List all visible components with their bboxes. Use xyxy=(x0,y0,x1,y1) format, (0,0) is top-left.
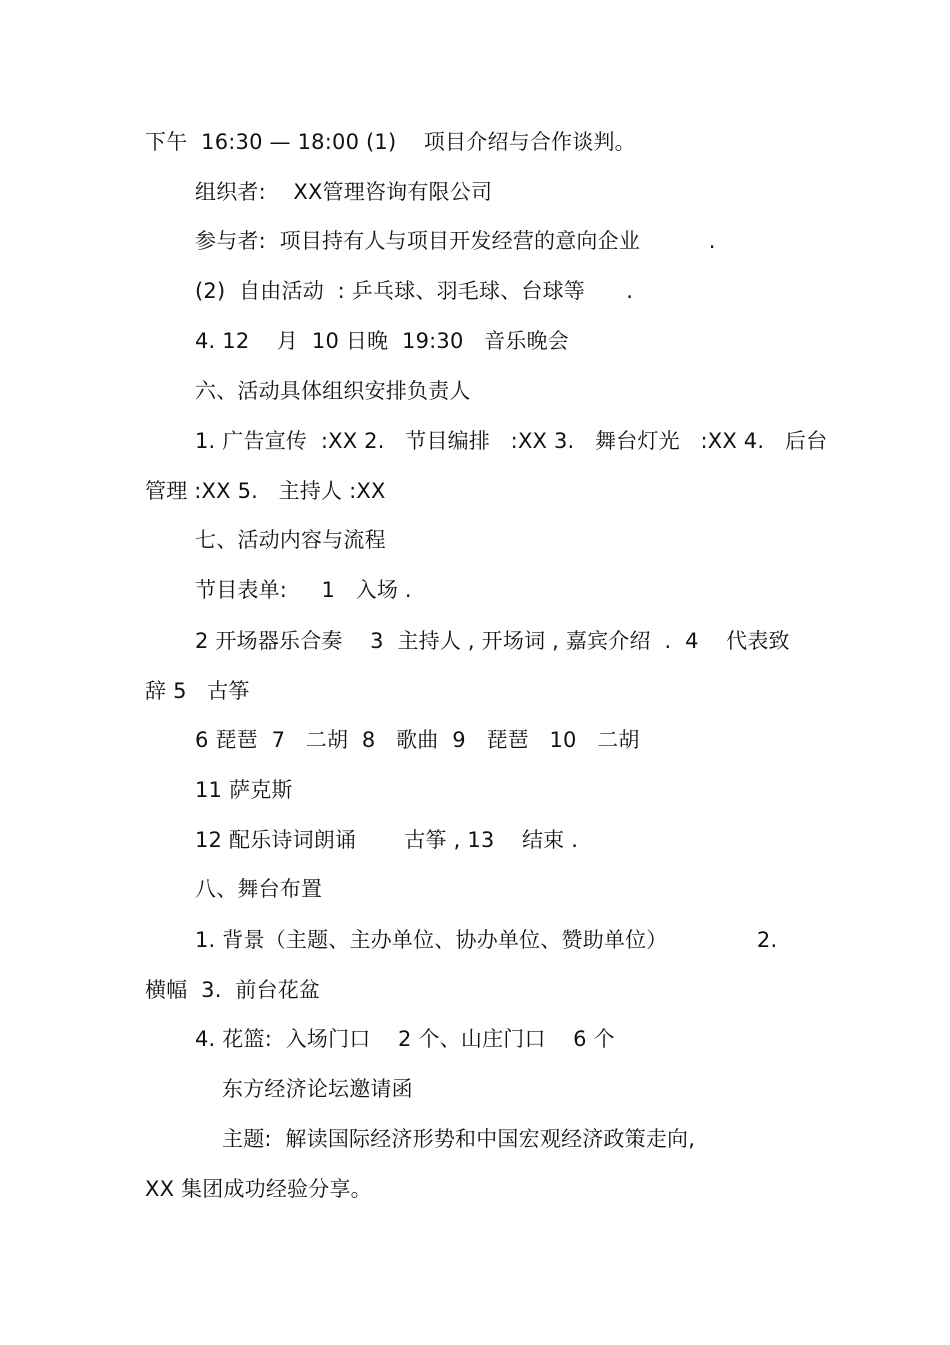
responsibilities-line-2: 管理 :XX 5. 主持人 :XX xyxy=(145,479,386,503)
invitation-theme-line-2: XX 集团成功经验分享。 xyxy=(145,1177,372,1201)
program-line-2: 辞 5 古筝 xyxy=(145,679,250,703)
program-line-3: 6 琵琶 7 二胡 8 歌曲 9 琵琶 10 二胡 xyxy=(195,728,640,752)
section-6-heading: 六、活动具体组织安排负责人 xyxy=(195,379,471,403)
responsibilities-line-1: 1. 广告宣传 :XX 2. 节目编排 :XX 3. 舞台灯光 :XX 4. 后台 xyxy=(195,429,828,453)
participants-line: 参与者: 项目持有人与项目开发经营的意向企业 . xyxy=(195,229,716,253)
free-activity-line: (2) 自由活动 : 乒乓球、羽毛球、台球等 . xyxy=(195,279,634,303)
flower-basket-line: 4. 花篮: 入场门口 2 个、山庄门口 6 个 xyxy=(195,1027,615,1051)
program-list-line: 节目表单: 1 入场 . xyxy=(195,578,412,602)
invitation-theme-line-1: 主题: 解读国际经济形势和中国宏观经济政策走向, xyxy=(222,1127,696,1151)
section-8-heading: 八、舞台布置 xyxy=(195,877,323,901)
organizer-line: 组织者: XX管理咨询有限公司 xyxy=(195,180,493,204)
stage-layout-line-2: 横幅 3. 前台花盆 xyxy=(145,978,321,1002)
program-line-5: 12 配乐诗词朗诵 古筝 , 13 结束 . xyxy=(195,828,579,852)
invitation-title: 东方经济论坛邀请函 xyxy=(222,1077,413,1101)
stage-layout-line-1: 1. 背景（主题、主办单位、协办单位、赞助单位） 2. xyxy=(195,928,778,952)
section-7-heading: 七、活动内容与流程 xyxy=(195,528,386,552)
concert-line: 4. 12 月 10 日晚 19:30 音乐晚会 xyxy=(195,329,569,353)
schedule-afternoon-line: 下午 16:30 — 18:00 (1) 项目介绍与合作谈判。 xyxy=(145,130,636,154)
program-line-4: 11 萨克斯 xyxy=(195,778,293,802)
program-line-1: 2 开场器乐合奏 3 主持人 , 开场词 , 嘉宾介绍 . 4 代表致 xyxy=(195,629,790,653)
